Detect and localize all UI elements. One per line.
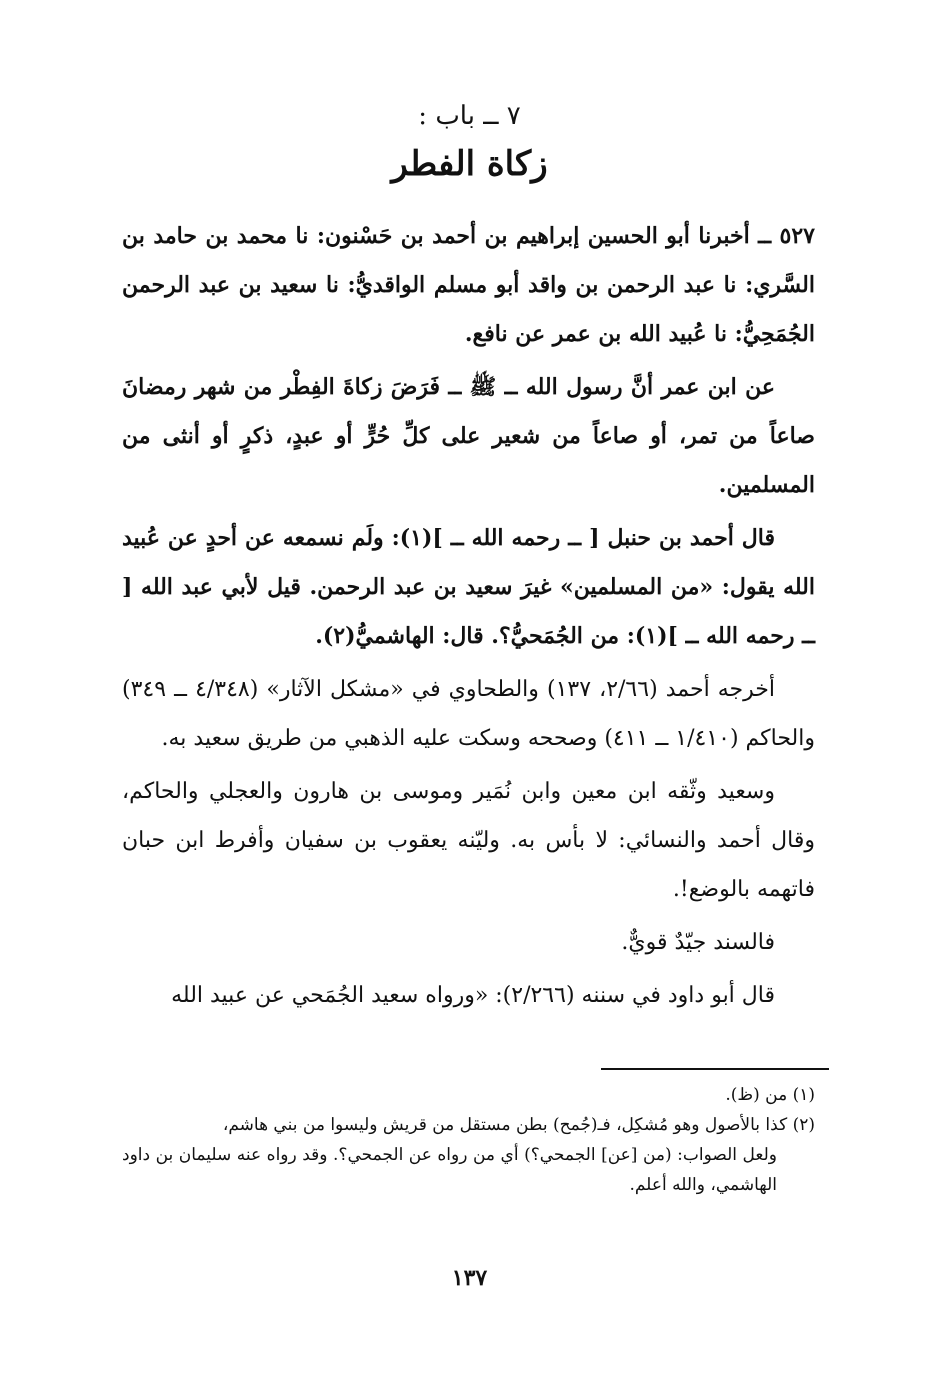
main-text [122, 212, 815, 1024]
footnotes [122, 1080, 815, 1200]
footnote-1: (١) من (ظ). [725, 1085, 815, 1105]
hadith-text-paragraph: عن ابن عمر أنَّ رسول الله ــ ﷺ ــ فَرَضَ زكاةَ الفِطْر من شهر رمضانَ صاعاً من تمر، أو صاعاً من شعير على كلِّ حُرٍّ أو عبدٍ، ذكرٍ أو أنثى من المسلمين. [122, 374, 815, 498]
narrator-assessment-paragraph: وسعيد وثّقه ابن معين وابن نُمَير وموسى بن هارون والعجلي والحاكم، وقال أحمد والنسائي: لا بأس به. وليّنه يعقوب بن سفيان وأفرط ابن حبان فاتهمه بالوضع!. [122, 779, 815, 902]
takhrij-paragraph: أخرجه أحمد (٢/٦٦، ١٣٧) والطحاوي في «مشكل الآثار» (٤/٣٤٨ ــ ٣٤٩) والحاكم (١/٤١٠ ــ ٤١١) وصححه وسكت عليه الذهبي من طريق سعيد به. [122, 677, 815, 751]
footnote-2-continuation: ولعل الصواب: (من [عن] الجمحي؟) أي من رواه عن الجمحي؟. وقد رواه عنه سليمان بن داود الهاشمي، والله أعلم. [122, 1145, 777, 1195]
abu-dawud-paragraph: قال أبو داود في سننه (٢/٢٦٦): «ورواه سعيد الجُمَحي عن عبيد الله [171, 983, 775, 1008]
page-number: ١٣٧ [451, 1265, 488, 1291]
chapter-title: زكاة الفطر [391, 144, 548, 184]
footnote-separator [601, 1068, 829, 1070]
verdict-paragraph: فالسند جيّدٌ قويٌّ. [621, 930, 775, 955]
hadith-chain-paragraph: ٥٢٧ ــ أخبرنا أبو الحسين إبراهيم بن أحمد بن حَسْنون: نا محمد بن حامد بن السَّري: نا عبد الرحمن بن واقد أبو مسلم الواقديُّ: نا سعيد بن عبد الرحمن الجُمَحِيُّ: نا عُبيد الله بن عمر عن نافع. [122, 223, 815, 347]
footnote-2: (٢) كذا بالأصول وهو مُشكِل، فـ(جُمح) بطن مستقل من قريش وليسوا من بني هاشم، [222, 1115, 815, 1135]
ahmad-comment-paragraph: قال أحمد بن حنبل [ ــ رحمه الله ــ ](١): ولَم نسمعه عن أحدٍ عن عُبيد الله يقول: «من المسلمين» غيرَ سعيد بن عبد الرحمن. قيل لأبي عبد الله [ ــ رحمه الله ــ ](١): من الجُمَحيُّ؟. قال: الهاشميُّ(٢). [122, 525, 815, 649]
chapter-heading: ٧ ــ باب : [418, 101, 521, 131]
